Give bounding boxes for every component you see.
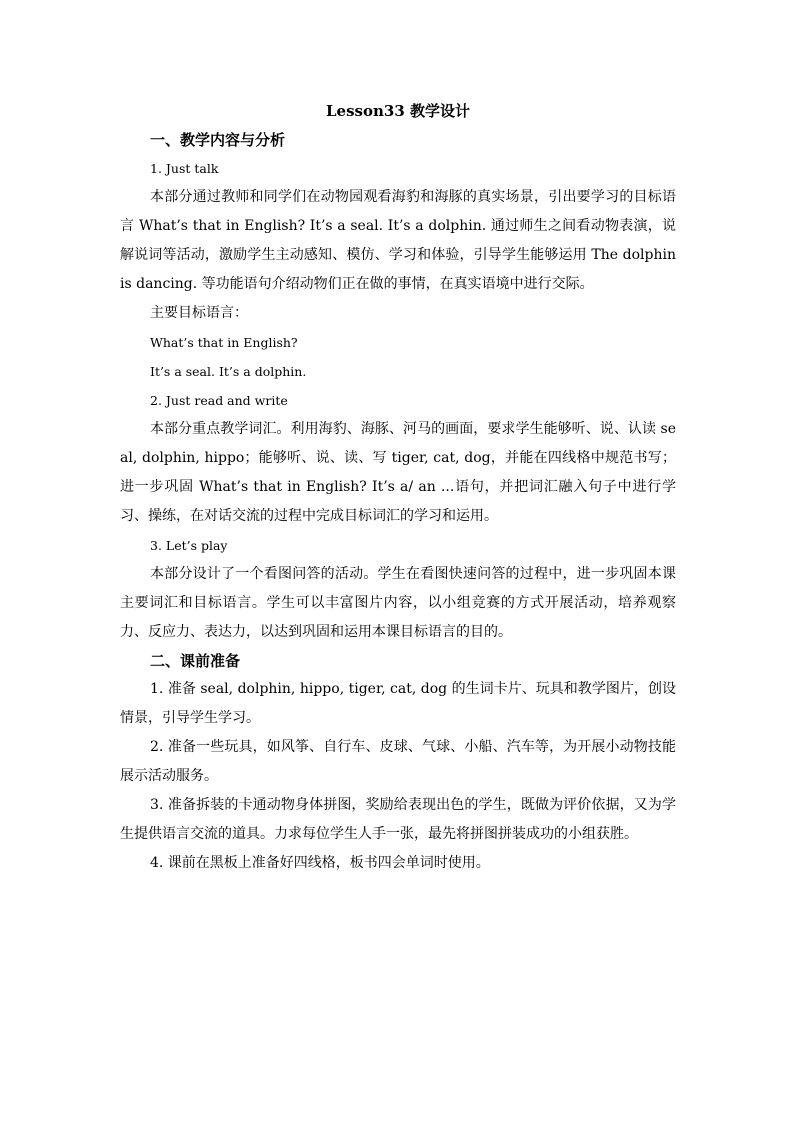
- subsection-title-read-write: 2. Just read and write: [150, 393, 288, 408]
- paragraph-lets-play: 本部分设计了一个看图问答的活动。学生在看图快速问答的过程中，进一步巩固本课主要词汇和目标语言。学生可以丰富图片内容，以小组竞赛的方式开展活动，培养观察力、反应力、表达力，以达到巩固和运用本课目标语言的目的。: [120, 566, 676, 640]
- subsection-title-just-talk: 1. Just talk: [150, 161, 219, 176]
- target-language-line-1: What’s that in English?: [150, 335, 298, 350]
- preparation-item-2: 2. 准备一些玩具，如风筝、自行车、皮球、气球、小船、汽车等，为开展小动物技能展示活动服务。: [120, 739, 676, 784]
- preparation-item-4: 4. 课前在黑板上准备好四线格，板书四会单词时使用。: [150, 855, 490, 871]
- target-language-line-2: It’s a seal. It’s a dolphin.: [150, 364, 307, 379]
- section-heading-content-analysis: 一、教学内容与分析: [150, 131, 286, 149]
- document-content: [120, 96, 676, 878]
- target-language-label: 主要目标语言：: [150, 305, 248, 321]
- page-title: Lesson33 教学设计: [326, 102, 470, 120]
- section-heading-preparation: 二、课前准备: [150, 652, 241, 670]
- paragraph-just-talk: 本部分通过教师和同学们在动物园观看海豹和海豚的真实场景，引出要学习的目标语言 What’s that in English? It’s a seal. It’s a dolphin. 通过师生之间看动物表演，说解说词等活动，激励学生主动感知、模仿、学习和体验，引导学生能够运用 The dolphin is dancing. 等功能语句介绍动物们正在做的事情，在真实语境中进行交际。: [120, 189, 676, 292]
- preparation-item-1: 1. 准备 seal, dolphin, hippo, tiger, cat, dog 的生词卡片、玩具和教学图片，创设情景，引导学生学习。: [120, 681, 676, 726]
- preparation-item-3: 3. 准备拆装的卡通动物身体拼图，奖励给表现出色的学生，既做为评价依据，又为学生提供语言交流的道具。力求每位学生人手一张，最先将拼图拼装成功的小组获胜。: [120, 797, 676, 842]
- paragraph-read-write: 本部分重点教学词汇。利用海豹、海豚、河马的画面，要求学生能够听、说、认读 seal, dolphin, hippo；能够听、说、读、写 tiger, cat, dog，并能在四线格中规范书写；进一步巩固 What’s that in English? It’s a/ an ...语句，并把词汇融入句子中进行学习、操练，在对话交流的过程中完成目标词汇的学习和运用。: [120, 421, 676, 524]
- subsection-title-lets-play: 3. Let’s play: [150, 538, 228, 553]
